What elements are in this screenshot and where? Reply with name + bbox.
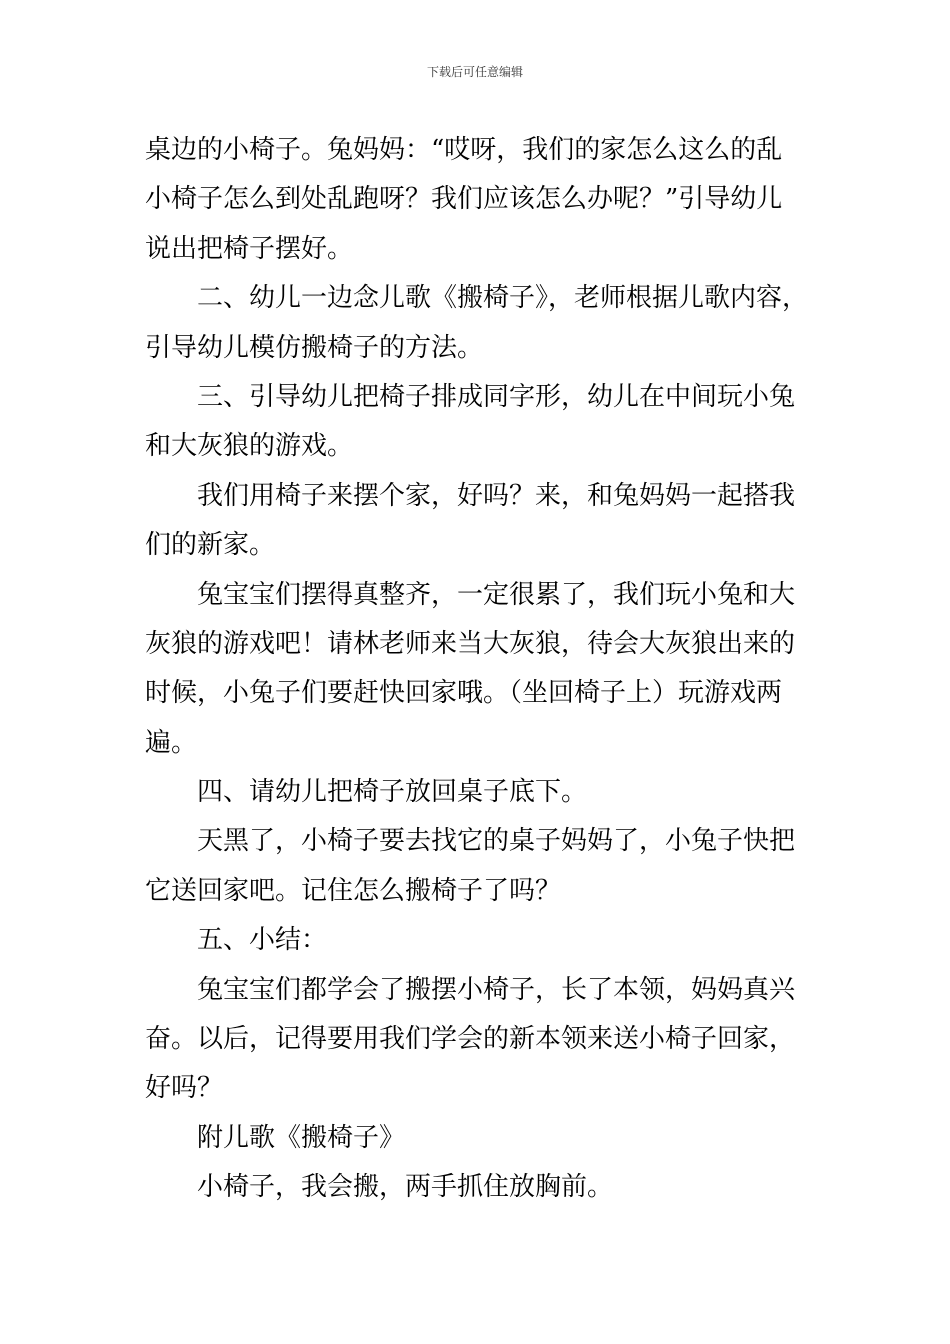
text-line: 兔宝宝们摆得真整齐，一定很累了，我们玩小兔和大 (197, 579, 796, 610)
text-line: 好吗？ (145, 1073, 224, 1104)
text-line: 小椅子怎么到处乱跑呀？我们应该怎么办呢？”引导幼儿 (145, 184, 783, 215)
text-line: 四、请幼儿把椅子放回桌子底下。 (197, 777, 588, 808)
text-line: 时候，小兔子们要赶快回家哦。（坐回椅子上）玩游戏两 (145, 678, 783, 709)
text-line: 们的新家。 (145, 530, 276, 561)
text-line: 三、引导幼儿把椅子排成同字形，幼儿在中间玩小兔 (197, 381, 796, 412)
text-line: 引导幼儿模仿搬椅子的方法。 (145, 332, 484, 363)
page-header: 下载后可任意编辑 (426, 65, 523, 79)
body-text (145, 126, 810, 1213)
text-line: 和大灰狼的游戏。 (145, 431, 354, 462)
text-line: 二、幼儿一边念儿歌《搬椅子》，老师根据儿歌内容， (197, 283, 809, 314)
text-line: 灰狼的游戏吧！请林老师来当大灰狼，待会大灰狼出来的 (145, 628, 796, 659)
text-line: 天黑了，小椅子要去找它的桌子妈妈了，小兔子快把 (197, 826, 796, 857)
text-line: 小椅子，我会搬，两手抓住放胸前。 (197, 1172, 614, 1203)
text-line: 奋。以后，记得要用我们学会的新本领来送小椅子回家， (145, 1024, 796, 1055)
text-line: 它送回家吧。记住怎么搬椅子了吗？ (145, 875, 562, 906)
text-line: 桌边的小椅子。兔妈妈：“哎呀，我们的家怎么这么的乱 (145, 135, 783, 165)
text-line: 说出把椅子摆好。 (145, 233, 354, 264)
text-line: 五、小结： (197, 925, 328, 956)
text-line: 兔宝宝们都学会了搬摆小椅子，长了本领，妈妈真兴 (197, 974, 796, 1005)
text-line: 附儿歌《搬椅子》 (197, 1122, 406, 1153)
text-line: 遍。 (145, 727, 198, 758)
text-line: 我们用椅子来摆个家，好吗？来，和兔妈妈一起搭我 (197, 480, 796, 511)
